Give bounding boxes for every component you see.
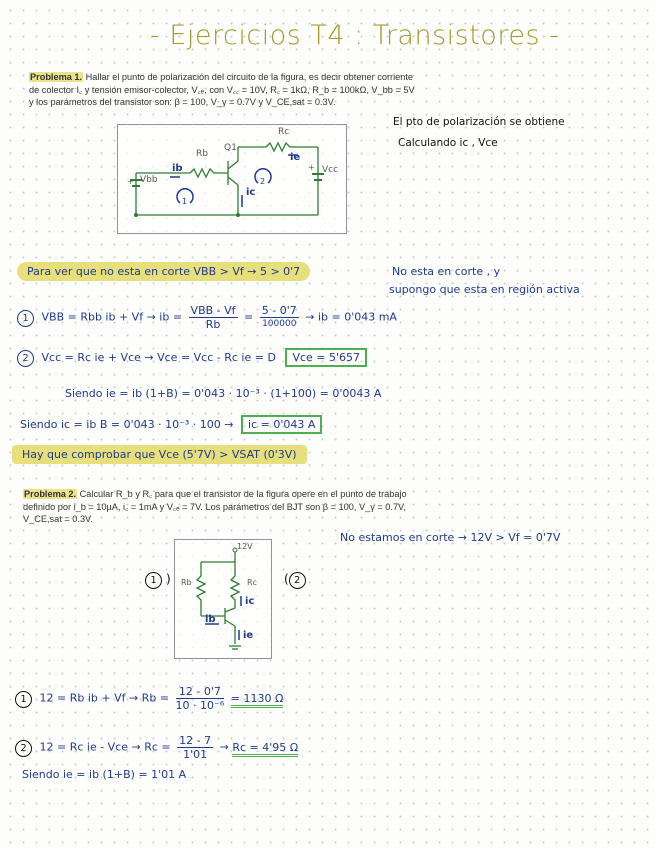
page-title: - Ejercicios T4 : Transistores - [150, 20, 560, 51]
q1-label: Q1 [224, 143, 237, 153]
ie2-label: ie [243, 630, 254, 641]
ic2-label: ic [245, 596, 255, 607]
vcc-label: Vcc [322, 165, 339, 175]
problem-2-text-line2: definido por i_b = 10µA, i꜀ = 1mA y V꜀ₑ = 7V. Los parámetros del BJT son β = 100, V_γ = 0.7V, [23, 501, 406, 512]
fraction-4-denominator: 1'01 [183, 748, 208, 761]
mesh-1-label: 1 [182, 197, 188, 206]
siendo-ie-line: Siendo ie = ib (1+B) = 0'043 · 10⁻³ · (1+100) = 0'0043 A [65, 387, 382, 400]
problem-1-text-line1: Hallar el punto de polarización del circuito de la figura, es decir obtener corriente [85, 72, 414, 82]
rb-result: = 1130 Ω [231, 692, 284, 708]
fraction-3-denominator: 10 · 10⁻⁶ [175, 699, 225, 712]
equation-4-arrow: → [219, 740, 229, 754]
rc2-label: Rc [247, 578, 257, 587]
equation-1-equals: = [244, 310, 254, 324]
check-saturation-highlight: Hay que comprobar que Vce (5'7V) > VSAT (0'3V) [12, 445, 307, 464]
vcc-plus-sign: + [308, 163, 315, 172]
equation-1-row [17, 304, 397, 331]
equation-2-row [17, 350, 367, 367]
mark-2-number: 2 [289, 572, 306, 589]
equation-3-number: 1 [15, 691, 32, 708]
circuit-2-figure [174, 539, 272, 659]
problem-1-statement [29, 71, 449, 109]
mark-1-number: 1 [145, 572, 162, 589]
problem-1-label: Problema 1. [30, 72, 83, 82]
problem-2-text-line3: V_CE,sat = 0.3V. [23, 514, 93, 524]
problem-1-text-line3: y los parámetros del transistor son: β = 100, V_γ = 0.7V y V_CE,sat = 0.3V. [29, 97, 336, 107]
problem-2-label: Problema 2. [24, 489, 77, 499]
circuit-1-figure [117, 124, 347, 234]
rc-label: Rc [278, 127, 290, 137]
fraction-4-numerator: 12 - 7 [179, 734, 212, 747]
vbb-plus-sign: + [127, 177, 134, 186]
equation-3-row [15, 685, 283, 712]
fraction-2-numerator: 5 - 0'7 [261, 304, 297, 317]
siendo-ic-text: Siendo ic = ib B = 0'043 · 10⁻³ · 100 → [20, 418, 234, 431]
siendo-ie-line-2: Siendo ie = ib (1+B) = 1'01 A [22, 768, 187, 781]
equation-3-fraction [176, 685, 225, 712]
fraction-1-denominator: Rb [205, 318, 221, 331]
note-1-line2: Calculando ic , Vce [398, 137, 498, 149]
equation-1-number: 1 [17, 310, 34, 327]
problem-2-statement [23, 488, 453, 526]
ie-label: ie [290, 152, 301, 163]
not-in-cutoff-note-line1: No esta en corte , y [392, 265, 501, 278]
problem-2-text-line1: Calcular R_b y R꜀ para que el transistor de la figura opere en el punto de trabajo [79, 489, 407, 499]
mesh-2-label: 2 [260, 177, 266, 186]
note-2: No estamos en corte → 12V > Vf = 0'7V [340, 531, 561, 544]
ib-label: ib [172, 163, 183, 174]
equation-4-text: 12 = Rc ie - Vce → Rc = [39, 740, 171, 754]
equation-4-fraction [177, 734, 213, 761]
equation-1-result: → ib = 0'043 mA [305, 310, 397, 324]
rb-label: Rb [196, 149, 208, 159]
fraction-1-numerator: VBB - Vf [190, 304, 236, 317]
equation-3-text: 12 = Rb ib + Vf → Rb = [39, 691, 170, 705]
fraction-2-denominator: 100000 [262, 319, 297, 329]
equation-4-row [15, 734, 298, 761]
vbb-label: Vbb [140, 175, 158, 185]
equation-4-number: 2 [15, 740, 32, 757]
fraction-3-numerator: 12 - 0'7 [176, 685, 225, 699]
v12-label: 12V [237, 542, 253, 551]
mark-2-icon: ( 2 [284, 572, 310, 589]
ib2-label: ib [205, 614, 216, 625]
equation-1-fraction-1 [189, 304, 238, 331]
equation-2-number: 2 [17, 350, 34, 367]
ic-label: ic [246, 187, 256, 198]
siendo-ic-row [20, 418, 322, 431]
not-in-cutoff-note-line2: supongo que esta en región activa [389, 283, 580, 296]
equation-2-text: Vcc = Rc ie + Vce → Vce = Vcc - Rc ie = D [41, 351, 276, 364]
ic-result-box: ic = 0'043 A [241, 415, 322, 434]
note-1-line1: El pto de polarización se obtiene [393, 116, 565, 128]
circuit-2-diagram [175, 540, 271, 658]
vce-result-box: Vce = 5'657 [285, 348, 367, 367]
mark-1-icon: 1 ) [145, 572, 171, 589]
not-in-cutoff-highlight: Para ver que no esta en corte VBB > Vf → 5 > 0'7 [17, 262, 310, 281]
rc-result: Rc = 4'95 Ω [232, 741, 298, 757]
equation-1-fraction-2 [260, 304, 299, 331]
rb2-label: Rb [181, 578, 192, 587]
problem-1-text-line2: de colector I꜀ y tensión emisor-colector, V꜀ₑ, con V꜀꜀ = 10V, R꜀ = 1kΩ, R_b = 100kΩ, V_bb = 5V [29, 84, 415, 95]
equation-1-text: VBB = Rbb ib + Vf → ib = [41, 310, 183, 324]
